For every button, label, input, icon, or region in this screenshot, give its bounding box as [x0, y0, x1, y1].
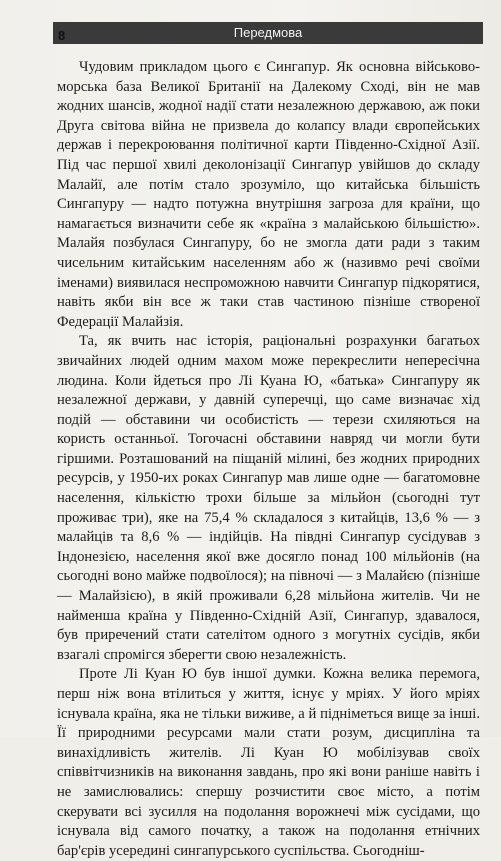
paragraph-3: Проте Лі Куан Ю був іншої думки. Кожна велика перемога, перш ніж вона втілиться у життя, існує у мріях. У його мріях існувала країна, яка не тільки виживе, а й підніметься вище за інші. Її природними ресурсами мали стати розум, дисципліна та винахідливість жителів. Лі Куан Ю мобілізував своїх співвітчизників на виконання завдань, про які вони раніше навіть і не замислювались: спершу розчистити своє місто, а потім скерувати всі зусилля на подолання ворожнечі між сусідами, що існувала від самого початку, а також на подолання етнічних бар'єрів усередині сингапурського суспільства. Сьогоднiш-	[57, 666, 480, 859]
running-header	[53, 22, 483, 44]
page-number: 8	[58, 28, 66, 43]
section-title: Передмова	[233, 25, 303, 40]
paragraph-1: Чудовим прикладом цього є Сингапур. Як основна військово-морська база Великої Британії на Далекому Сході, він не мав жодних шансів, жодної надії стати незалежною державою, аж поки Друга світова війна не призвела до колапсу влади європейських держав і перекроювання політичної карти Південно-Східної Азії. Під час першої хвилі деколонізації Сингапур увійшов до складу Малайї, але потім стало зрозуміло, що китайська більшість Сингапуру — надто потужна внутрішня загроза для країни, що намагається визначити себе як «країна з малайською більшістю». Малайя позбулася Сингапуру, бо не змогла дати ради з таким чисельним китайським населенням або ж (називмо речі своїми іменами) виявилася неспроможною навчити Сингапур підкорятися, навіть якби він все ж таки став частиною пізніше створеної Федерації Малайзія.	[57, 59, 480, 330]
body-text	[57, 58, 480, 861]
paragraph-2: Та, як вчить нас історія, раціональні розрахунки багатьох звичайних людей одним махом може перекреслити непересічна людина. Коли йдеться про Лі Куана Ю, «батька» Сингапуру як незалежної держави, у давній суперечці, що саме визначає хід подій — обставини чи особистість — терези схиляються на користь останньої. Тогочасні обставини навряд чи могли бути гіршими. Розташований на піщаній мілині, без жодних природних ресурсів, у 1950-их роках Сингапур мав лише одне — багатомовне населення, кількістю трохи більше за мільйон (сьогодні тут проживає три), яке на 75,4 % складалося з китайців, 13,6 % — з малайців та 8,6 % — індійців. На півдні Сингапур сусідував з Індонезією, населення якої вже досягло понад 100 мільйонів (на сьогодні воно майже подвоїлося); на півночі — з Малайєю (пізніше — Малайзією), в якій проживали 6,28 мільйона жителів. Чи не найменша країна у Південно-Східній Азії, Сингапур, здавалося, був приречений стати сателітом одного з могутніх сусідів, якби взагалі спромігся зберегти свою незалежність.	[57, 333, 480, 663]
